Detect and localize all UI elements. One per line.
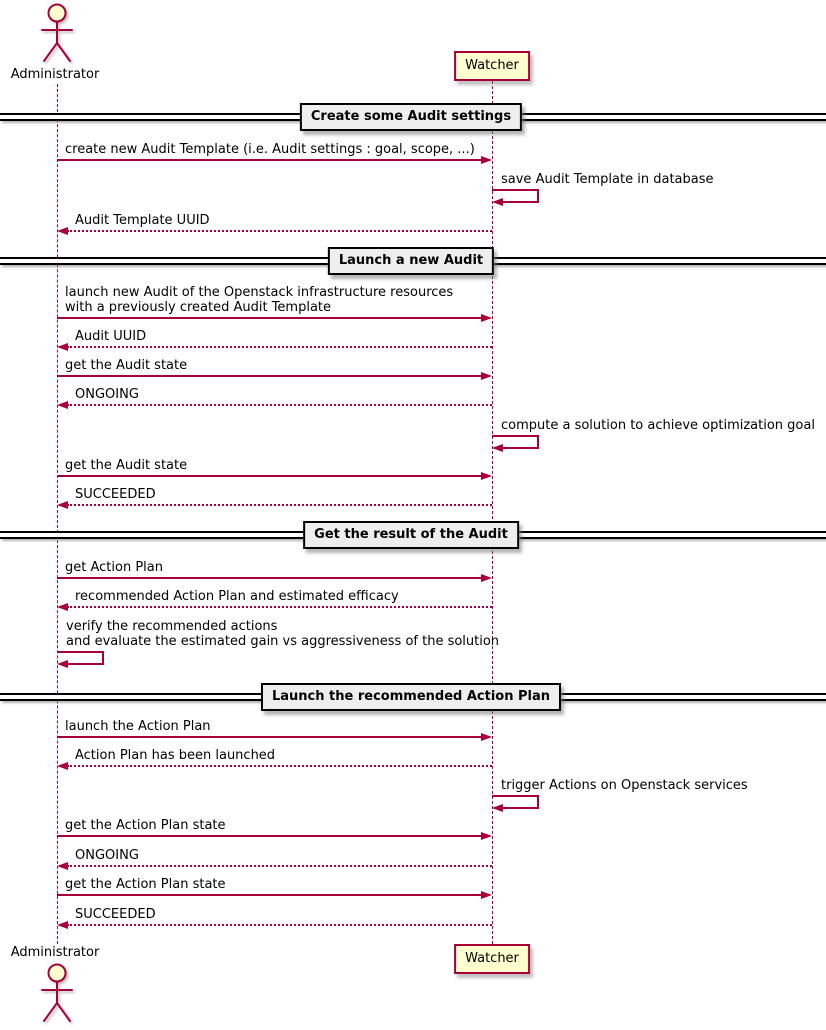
- message-text-line: save Audit Template in database: [501, 172, 714, 187]
- self-message-label: [66, 619, 499, 649]
- administrator-label-top: Administrator: [10, 67, 100, 82]
- self-message-label: [501, 418, 815, 433]
- section-divider-title: Create some Audit settings: [300, 103, 522, 131]
- arrowhead-left-icon: [57, 501, 68, 509]
- message-text-line: verify the recommended actions: [66, 619, 278, 634]
- message-label: [65, 877, 226, 892]
- arrowhead-left-icon: [57, 603, 68, 611]
- self-loop-top-line: [492, 189, 537, 191]
- arrowhead-right-icon: [481, 574, 492, 582]
- message-text-line: Action Plan has been launched: [75, 748, 276, 763]
- administrator-actor-icon: [37, 3, 77, 69]
- message-line: [67, 765, 492, 767]
- message-text-line: get the Action Plan state: [65, 877, 226, 892]
- self-loop-top-line: [57, 651, 102, 653]
- message-text-line: get the Audit state: [65, 358, 188, 373]
- watcher-participant-top: Watcher: [454, 51, 530, 81]
- arrowhead-right-icon: [481, 372, 492, 380]
- message-line: [67, 504, 492, 506]
- message-line: [57, 475, 482, 477]
- message-line: [57, 317, 482, 319]
- message-line: [67, 404, 492, 406]
- message-text-line: launch new Audit of the Openstack infrastructure resources: [65, 285, 454, 300]
- arrowhead-left-icon: [57, 762, 68, 770]
- message-line: [57, 835, 482, 837]
- arrowhead-left-icon: [492, 804, 503, 812]
- message-line: [57, 736, 482, 738]
- message-text-line: ONGOING: [75, 387, 139, 402]
- self-message-label: [501, 778, 748, 793]
- message-label: [65, 560, 163, 575]
- message-label: [75, 329, 146, 344]
- message-label: [65, 818, 226, 833]
- message-line: [67, 924, 492, 926]
- message-text-line: ONGOING: [75, 848, 139, 863]
- arrowhead-left-icon: [492, 444, 503, 452]
- arrowhead-right-icon: [481, 733, 492, 741]
- message-text-line: launch the Action Plan: [65, 719, 211, 734]
- arrowhead-right-icon: [481, 832, 492, 840]
- message-label: [65, 719, 211, 734]
- message-line: [67, 606, 492, 608]
- message-text-line: with a previously created Audit Template: [65, 300, 332, 315]
- arrowhead-right-icon: [481, 891, 492, 899]
- message-line: [57, 375, 482, 377]
- watcher-participant-bottom: Watcher: [454, 944, 530, 974]
- arrowhead-left-icon: [492, 198, 503, 206]
- self-loop-right-line: [102, 651, 104, 665]
- message-text-line: trigger Actions on Openstack services: [501, 778, 748, 793]
- arrowhead-left-icon: [57, 921, 68, 929]
- arrowhead-left-icon: [57, 660, 68, 668]
- message-label: [75, 589, 399, 604]
- message-label: [75, 487, 156, 502]
- message-line: [57, 577, 482, 579]
- arrowhead-left-icon: [57, 343, 68, 351]
- message-line: [67, 230, 492, 232]
- message-label: [75, 213, 210, 228]
- arrowhead-right-icon: [481, 314, 492, 322]
- self-loop-bottom-line: [502, 201, 537, 203]
- message-line: [57, 894, 482, 896]
- message-label: [65, 358, 187, 373]
- administrator-lifeline: [57, 84, 58, 944]
- section-divider-title: Get the result of the Audit: [303, 521, 519, 549]
- message-text-line: get the Audit state: [65, 458, 188, 473]
- message-text-line: Audit Template UUID: [75, 213, 210, 228]
- message-line: [67, 346, 492, 348]
- message-line: [57, 159, 482, 161]
- message-text-line: get Action Plan: [65, 560, 163, 575]
- arrowhead-right-icon: [481, 472, 492, 480]
- message-label: [65, 285, 453, 315]
- self-loop-right-line: [537, 795, 539, 809]
- self-message-label: [501, 172, 714, 187]
- watcher-lifeline: [492, 81, 493, 944]
- message-text-line: and evaluate the estimated gain vs aggressiveness of the solution: [66, 634, 500, 649]
- arrowhead-left-icon: [57, 401, 68, 409]
- message-text-line: create new Audit Template (i.e. Audit settings : goal, scope, ...): [65, 142, 475, 157]
- message-text-line: get the Action Plan state: [65, 818, 226, 833]
- message-label: [65, 142, 475, 157]
- section-divider-title: Launch a new Audit: [328, 247, 494, 275]
- message-label: [75, 907, 156, 922]
- self-loop-top-line: [492, 435, 537, 437]
- self-loop-right-line: [537, 189, 539, 203]
- section-divider-title: Launch the recommended Action Plan: [261, 683, 561, 711]
- message-label: [65, 458, 187, 473]
- message-text-line: SUCCEEDED: [75, 907, 156, 922]
- message-line: [67, 865, 492, 867]
- message-text-line: compute a solution to achieve optimization goal: [501, 418, 815, 433]
- administrator-label-bottom: Administrator: [10, 945, 100, 960]
- self-loop-bottom-line: [502, 807, 537, 809]
- message-text-line: Audit UUID: [75, 329, 147, 344]
- message-label: [75, 387, 139, 402]
- message-text-line: recommended Action Plan and estimated efficacy: [75, 589, 399, 604]
- self-loop-bottom-line: [502, 447, 537, 449]
- message-label: [75, 748, 275, 763]
- arrowhead-left-icon: [57, 227, 68, 235]
- administrator-actor-icon-bottom: [37, 963, 77, 1029]
- arrowhead-left-icon: [57, 862, 68, 870]
- message-text-line: SUCCEEDED: [75, 487, 156, 502]
- arrowhead-right-icon: [481, 156, 492, 164]
- self-loop-bottom-line: [67, 663, 102, 665]
- self-loop-right-line: [537, 435, 539, 449]
- message-label: [75, 848, 139, 863]
- self-loop-top-line: [492, 795, 537, 797]
